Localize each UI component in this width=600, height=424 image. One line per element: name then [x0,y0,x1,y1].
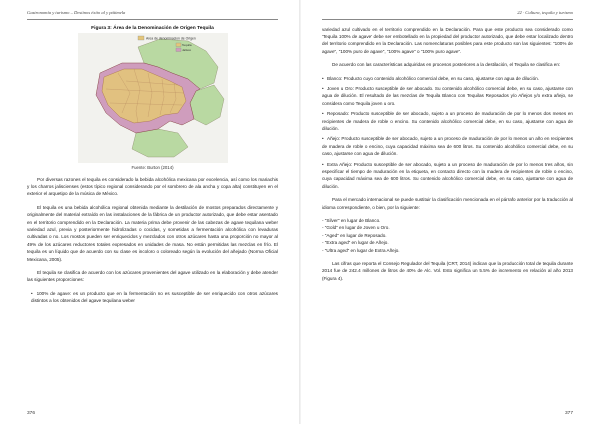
figure-title: Figura 3: Área de la Denominación de Origen Tequila [91,25,214,31]
map-legend-item-jalisco: Jalisco [181,47,191,52]
translation-list [322,217,573,254]
right-page-number: 377 [564,411,573,416]
definition-extra-anejo: Extra Añejo: Producto susceptible de ser abocado, sujeto a un proceso de maduración de por lo menos tres años, sin especificar el tiempo de maduración en la etiqueta, en contacto directo con la madera de recipientes de roble o encino, cuya capacidad máxima sea de 600 litros. Su contenido alcohólico comercial debe, en su caso, ajustarse con agua de dilución. [322,161,573,189]
classification-list [322,75,573,191]
list-item: • Añejo: Producto susceptible de ser abocado, sujeto a un proceso de maduración de por lo menos un año en recipientes de madera de roble o encino, cuya capacidad máxima sea de 600 litros. Su contenido alcohólico comercial debe, en su caso, ajustarse con agua de dilución. [322,136,573,157]
right-page [300,0,600,424]
figure-source: Fuente: Burton (2014) [131,164,174,170]
left-paragraph-2: El tequila es una bebida alcohólica regional obtenida mediante la destilación de mostos preparados directamente y originalmente del material extraído en las instalaciones de la fábrica de un productor autorizado, que debe estar asentado en el territorio comprendido en la Declaración. La materia prima debe provenir de las cabezas de agave tequilana weber variedad azul, previa y posteriormente hidrolizadas o cocidas, y sometidas a fermentación alcohólica con levaduras cultivadas o no. Los mostos pueden ser enriquecidos y mezclados con otros azúcares hasta una proporción no mayor al 49% de los azúcares reductores totales expresados en unidades de masa. No están permitidas las mezclas en frío. El tequila es un líquido que de acuerdo con su clase es incoloro o coloreado según la evolución del añejado (Norma Oficial Mexicana, 2005). [27,204,278,262]
list-item: • Joven u Oro: Producto susceptible de ser abocado. Su contenido alcohólico comercial debe, en su caso, ajustarse con agua de dilución. El resultado de las mezclas de Tequila Blanco con Tequilas Reposados y/o Añejos y/o extra añejo, se considera como Tequila joven u oro. [322,85,573,106]
right-running-head: 22 · Cultura, tequila y turismo [322,10,573,20]
list-item: • Reposado: Producto susceptible de ser abocado, sujeto a un proceso de maduración de por lo menos dos meses en recipientes de madera de roble o encino. Su contenido alcohólico comercial debe, en su caso, ajustarse con agua de dilución. [322,111,573,131]
right-paragraph-2: De acuerdo con las características adquiridas en procesos posteriores a la destilación, el Tequila se clasifica en: [332,62,561,68]
definition-blanco: Blanco: Producto cuyo contenido alcohólico comercial debe, en su caso, ajustarse con agua de dilución. [327,75,539,81]
denomination-map [78,33,228,163]
left-paragraph-3: El tequila se clasifica de acuerdo con los azúcares provenientes del agave utilizado en la elaboración y debe atender las siguientes proporciones: [27,269,278,283]
right-paragraph-1: variedad azul cultivado en el territorio comprendido en la Declaración. Para que este producto sea considerado como 'Tequila 100% de agave' debe ser embotellado en la propiedad del productor autorizado, que debe estar localizado dentro del territorio comprendido en la Declaración. Las nomenclaturas posibles para este producto son las siguientes: "100% de agave", "100% puro de agave", "100% agave" o "100% puro agave". [322,26,573,54]
definition-reposado: Reposado: Producto susceptible de ser abocado, sujeto a un proceso de maduración de por lo menos dos meses en recipientes de madera de roble o encino. Su contenido alcohólico comercial debe, en su caso, ajustarse con agua de dilución. [322,111,573,131]
left-page-number: 376 [27,411,36,416]
list-item: • 100% de agave: es un producto que en la fermentación no es susceptible de ser enriquecido con otros azúcares distintos a los obtenidos del agave tequilana weber [31,290,278,304]
list-item: - "Ultra aged" en lugar de Extra Añejo. [322,247,400,253]
definition-joven: Joven u Oro: Producto susceptible de ser abocado. Su contenido alcohólico comercial debe, en su caso, ajustarse con agua de dilución. El resultado de las mezclas de Tequila Blanco con Tequilas Reposados y/o Añejos y/o extra añejo, se considera como Tequila joven u oro. [322,85,573,106]
list-item: • Blanco: Producto cuyo contenido alcohólico comercial debe, en su caso, ajustarse con agua de dilución. [322,75,539,81]
right-paragraph-end: Las cifras que reporta el Consejo Regulador del Tequila (CRT, 2014) indican que la producción total de tequila durante 2014 fue de 242.4 millones de litros de 40% de Alc. Vol. Esto significa un 5.5% de incremento en relación al año 2013 (Figura 4). [322,261,573,281]
left-bullet-list [27,290,278,305]
definition-anejo: Añejo: Producto susceptible de ser abocado, sujeto a un proceso de maduración de por lo menos un año en recipientes de madera de roble o encino, cuya capacidad máxima sea de 600 litros. Su contenido alcohólico comercial debe, en su caso, ajustarse con agua de dilución. [322,136,573,157]
list-item: - "Gold" en lugar de Joven u Oro. [322,225,390,231]
left-running-head: Gastronomía y turismo – Destinos éxito al y pátimela [27,10,278,20]
list-item: - "Silver" en lugar de Blanco. [322,218,381,224]
list-item: - "Extra aged" en lugar de Añejo. [322,240,389,246]
list-item: • Extra Añejo: Producto susceptible de ser abocado, sujeto a un proceso de maduración de por lo menos tres años, sin especificar el tiempo de maduración en la etiqueta, en contacto directo con la madera de recipientes de roble o encino, cuya capacidad máxima sea de 600 litros. Su contenido alcohólico comercial debe, en su caso, ajustarse con agua de dilución. [322,161,573,189]
map-legend-item-tequila: Tequila [181,42,192,47]
map-legend-title: Area de denominacion de Origen [145,36,196,40]
left-paragraph-1: Por diversas razones el tequila es considerado la bebida alcohólica mexicana por excelencia, así como los mariachis y los charros jaliscienses (estos típico regional considerando por el sombrero de ala ancha y copa alta) constituyen en el exterior el arquetipo de la música de México. [27,176,278,197]
list-item: - "Aged" en lugar de Reposado. [322,232,387,238]
bullet-text: 100% de agave: es un producto que en la fermentación no es susceptible de ser enriquecido con otros azúcares distintos a los obtenidos del agave tequilana weber [31,290,278,304]
right-paragraph-mid: Para el mercado internacional se puede sustituir la clasificación mencionada en el párrafo anterior por la traducción al idioma correspondiente, o bien, por la siguiente: [322,197,573,210]
